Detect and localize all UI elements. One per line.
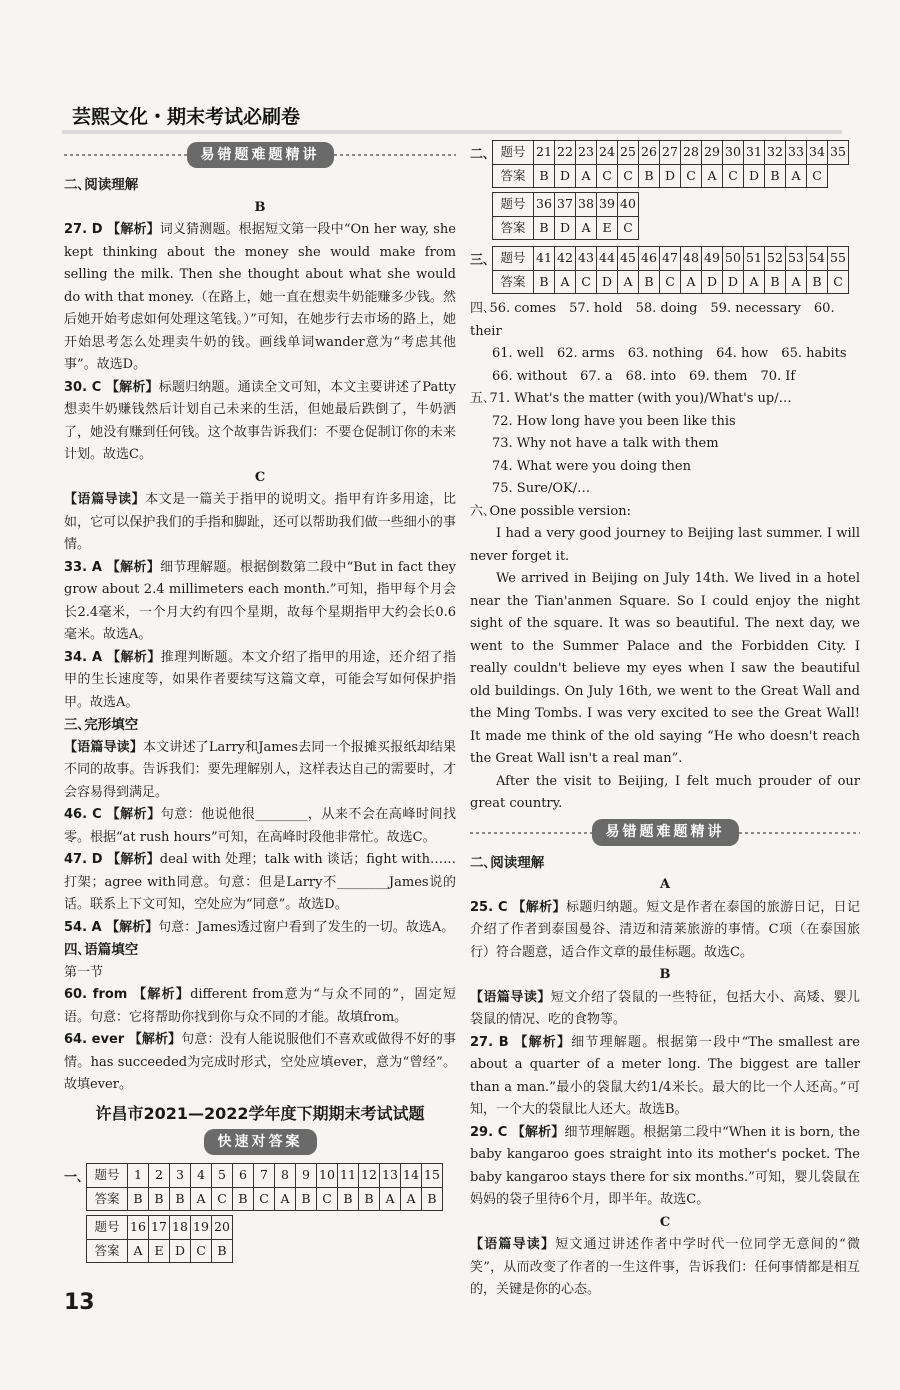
table-row	[493, 270, 849, 294]
table-cell: 24	[597, 141, 618, 165]
table-cell: C	[317, 1187, 338, 1211]
table-cell: 26	[639, 141, 660, 165]
table-cell: 44	[597, 247, 618, 271]
table-cell: 9	[296, 1164, 317, 1188]
table-cell: 52	[765, 247, 786, 271]
table-cell: A	[275, 1187, 296, 1211]
table-cell: A	[191, 1187, 212, 1211]
table-row-label: 题号	[87, 1164, 128, 1188]
table-cell: 32	[765, 141, 786, 165]
answer-table-2	[470, 138, 860, 244]
essay-paragraph: We arrived in Beijing on July 14th. We lived in a hotel near the Tian'anmen Square. So I could enjoy the night sight of the square. It was so beautiful. The next day, we went to the Summer Palace and the Forbidden City. I really couldn't believe my eyes when I saw the beautiful old buildings. On July 16th, we went to the Great Wall and the Ming Tombs. I was very excited to see the Great Wall! It made me think of the old saying “He who doesn't reach the Great Wall isn't a real man”.	[470, 571, 860, 766]
table-cell: B	[296, 1187, 317, 1211]
table-cell: A	[702, 164, 723, 188]
table-row-label: 题号	[493, 141, 534, 165]
table-row	[87, 1216, 233, 1240]
answer-line: 61. well 62. arms 63. nothing 64. how 65. habits	[492, 346, 847, 361]
table-cell: 46	[639, 247, 660, 271]
table-row-label: 答案	[87, 1239, 128, 1263]
table-cell: D	[555, 164, 576, 188]
table-cell: D	[170, 1239, 191, 1263]
table-cell: 34	[807, 141, 828, 165]
brand-title: 芸熙文化・期末考试必刷卷	[72, 106, 301, 128]
table-row	[493, 216, 639, 240]
table-cell: A	[681, 270, 702, 294]
table-cell: 31	[744, 141, 765, 165]
table-cell: 8	[275, 1164, 296, 1188]
table-cell: C	[681, 164, 702, 188]
part-label: B	[254, 199, 266, 215]
header-divider	[62, 130, 842, 134]
section-heading: 四､语篇填空	[64, 942, 139, 958]
table-cell: A	[786, 270, 807, 294]
section-heading: 二､阅读理解	[470, 854, 545, 871]
table-cell: 43	[576, 247, 597, 271]
table-cell: C	[191, 1239, 212, 1263]
table-row	[493, 164, 849, 188]
answer-grid	[492, 140, 849, 188]
table-row	[87, 1164, 443, 1188]
table-cell: 49	[702, 247, 723, 271]
table-cell: D	[723, 270, 744, 294]
table-cell: C	[828, 270, 849, 294]
answer-line: 72. How long have you been like this	[492, 413, 736, 429]
table-cell: B	[639, 164, 660, 188]
answer-grid	[86, 1215, 233, 1263]
table-cell: 40	[618, 193, 639, 217]
table-cell: 3	[170, 1164, 191, 1188]
table-row-label: 题号	[493, 247, 534, 271]
table-cell: A	[618, 270, 639, 294]
table-mark: 一､	[64, 1170, 84, 1185]
table-row	[87, 1239, 233, 1263]
table-cell: B	[639, 270, 660, 294]
table-cell: 39	[597, 193, 618, 217]
answer-line: 75. Sure/OK/…	[492, 481, 591, 496]
table-cell: B	[338, 1187, 359, 1211]
table-cell: 19	[191, 1216, 212, 1240]
table-row-label: 答案	[493, 216, 534, 240]
answer-grid	[492, 192, 639, 240]
part-label: A	[659, 877, 671, 892]
answer-table-1	[64, 1161, 456, 1267]
answer-item: 33. A 【解析】细节理解题。根据倒数第二段中“But in fact they grow about 2.4 millimeters each month.”可知，指甲每个月会长2.4毫米，一个月大约有四个星期，故每个星期指甲大约会长0.6毫米。故选A。	[64, 559, 456, 642]
table-cell: B	[765, 164, 786, 188]
part-label: C	[659, 1214, 671, 1230]
table-cell: 12	[359, 1164, 380, 1188]
table-cell: D	[744, 164, 765, 188]
table-cell: 13	[380, 1164, 401, 1188]
table-cell: 21	[534, 141, 555, 165]
table-cell: 27	[660, 141, 681, 165]
table-cell: 47	[660, 247, 681, 271]
passage-guide: 【语篇导读】短文介绍了袋鼠的一些特征，包括大小、高矮、婴儿袋鼠的情况、吃的食物等。	[470, 989, 860, 1027]
table-cell: 36	[534, 193, 555, 217]
table-cell: 45	[618, 247, 639, 271]
table-cell: B	[233, 1187, 254, 1211]
table-cell: 50	[723, 247, 744, 271]
table-cell: 55	[828, 247, 849, 271]
section-banner: 易错题难题精讲	[64, 142, 456, 168]
essay-heading: 六､One possible version:	[470, 503, 631, 519]
table-cell: 16	[128, 1216, 149, 1240]
table-cell: 42	[555, 247, 576, 271]
table-cell: 37	[555, 193, 576, 217]
table-cell: 15	[422, 1164, 443, 1188]
table-cell: 4	[191, 1164, 212, 1188]
table-cell: D	[702, 270, 723, 294]
table-cell: B	[170, 1187, 191, 1211]
answer-line: 73. Why not have a talk with them	[492, 436, 719, 451]
answer-line: 五､71. What's the matter (with you)/What's up/…	[470, 391, 792, 406]
table-cell: 48	[681, 247, 702, 271]
table-cell: B	[359, 1187, 380, 1211]
answer-item: 46. C 【解析】句意：他说他很________，从来不会在高峰时间找零。根据“at rush hours”可知，在高峰时段他非常忙。故选C。	[64, 807, 456, 845]
table-cell: B	[128, 1187, 149, 1211]
table-cell: 18	[170, 1216, 191, 1240]
table-cell: 51	[744, 247, 765, 271]
table-cell: D	[660, 164, 681, 188]
essay-paragraph: I had a very good journey to Beijing last summer. I will never forget it.	[470, 526, 860, 564]
table-cell: 22	[555, 141, 576, 165]
table-cell: 1	[128, 1164, 149, 1188]
exam-title: 许昌市2021—2022学年度下期期末考试试题	[95, 1103, 425, 1123]
table-cell: 6	[233, 1164, 254, 1188]
table-cell: 14	[401, 1164, 422, 1188]
page-number: 13	[64, 1290, 95, 1315]
part-label: B	[659, 967, 671, 982]
right-column	[470, 138, 860, 1302]
part-label: C	[254, 469, 266, 485]
table-cell: 10	[317, 1164, 338, 1188]
table-cell: E	[149, 1239, 170, 1263]
table-cell: A	[128, 1239, 149, 1263]
answer-table-3	[470, 244, 860, 298]
table-mark: 二､	[470, 147, 490, 162]
answer-grid	[492, 246, 849, 294]
table-cell: B	[534, 270, 555, 294]
table-cell: D	[555, 216, 576, 240]
answer-line: 66. without 67. a 68. into 69. them 70. If	[492, 368, 796, 384]
table-cell: 53	[786, 247, 807, 271]
answer-line: 四､56. comes 57. hold 58. doing 59. necessary 60. their	[470, 301, 835, 339]
passage-guide: 【语篇导读】本文是一篇关于指甲的说明文。指甲有许多用途，比如，它可以保护我们的手指和脚趾，还可以帮助我们做一些细小的事情。	[64, 492, 456, 552]
passage-guide: 【语篇导读】短文通过讲述作者中学时代一位同学无意间的“微笑”，从而改变了作者的一生这件事，告诉我们：任何事情都是相互的，关键是你的心态。	[470, 1237, 860, 1297]
table-cell: B	[534, 216, 555, 240]
answer-item: 29. C 【解析】细节理解题。根据第二段中“When it is born, the baby kangaroo goes straight into its mother's pocket. The baby kangaroo stays there for six months.”可知，婴儿袋鼠在妈妈的袋子里待6个月，即半年。故选C。	[470, 1124, 860, 1207]
table-cell: 20	[212, 1216, 233, 1240]
answer-item: 30. C 【解析】标题归纳题。通读全文可知，本文主要讲述了Patty想卖牛奶赚钱然后计划自己未来的生活，但她最后跌倒了，牛奶洒了，她没有赚到任何钱。这个故事告诉我们：不要仓促制订你的未来计划。故选C。	[64, 379, 456, 462]
table-cell: 25	[618, 141, 639, 165]
passage-guide: 【语篇导读】本文讲述了Larry和James去同一个报摊买报纸却结果不同的故事。告诉我们：要先理解别人，这样表达自己的需要时，才会容易得到满足。	[64, 739, 456, 800]
answer-item: 34. A 【解析】推理判断题。本文介绍了指甲的用途，还介绍了指甲的生长速度等，如果作者要续写这篇文章，可能会写如何保护指甲。故选A。	[64, 649, 456, 710]
table-row-label: 题号	[493, 193, 534, 217]
table-cell: 11	[338, 1164, 359, 1188]
table-cell: B	[807, 270, 828, 294]
table-cell: A	[744, 270, 765, 294]
answer-item: 60. from 【解析】different from意为“与众不同的”，固定短语。句意：它将帮助你找到你与众不同的才能。故填from。	[64, 987, 456, 1025]
table-cell: 41	[534, 247, 555, 271]
table-row-label: 答案	[87, 1187, 128, 1211]
table-cell: 5	[212, 1164, 233, 1188]
section-banner: 易错题难题精讲	[470, 820, 860, 846]
table-cell: 29	[702, 141, 723, 165]
table-cell: C	[660, 270, 681, 294]
answer-item: 47. D 【解析】deal with 处理；talk with 谈话；fight with……打架；agree with同意。句意：但是Larry不________James说的话。联系上下文可知，空处应为“同意”。故选D。	[64, 852, 456, 912]
table-cell: B	[534, 164, 555, 188]
essay-paragraph: After the visit to Beijing, I felt much prouder of our great country.	[470, 773, 860, 811]
table-cell: C	[254, 1187, 275, 1211]
section-heading: 二､阅读理解	[64, 177, 139, 193]
answer-item: 64. ever 【解析】句意：没有人能说服他们不喜欢或做得不好的事情。has succeeded为完成时形式，空处应填ever，意为“曾经”。故填ever。	[64, 1032, 456, 1092]
table-cell: 17	[149, 1216, 170, 1240]
table-cell: A	[576, 164, 597, 188]
table-row	[493, 141, 849, 165]
table-cell: 33	[786, 141, 807, 165]
table-cell: C	[212, 1187, 233, 1211]
table-cell: C	[576, 270, 597, 294]
table-cell: C	[618, 164, 639, 188]
table-cell: C	[807, 164, 828, 188]
table-cell: 2	[149, 1164, 170, 1188]
table-row	[493, 247, 849, 271]
table-cell: C	[597, 164, 618, 188]
answer-line: 74. What were you doing then	[492, 458, 691, 474]
table-cell: 28	[681, 141, 702, 165]
table-cell: D	[597, 270, 618, 294]
table-cell: A	[576, 216, 597, 240]
table-cell: 35	[828, 141, 849, 165]
answer-item: 27. B 【解析】细节理解题。根据第一段中“The smallest are about a quarter of a meter long. The biggest are taller than a man.”最小的袋鼠大约1/4米长。最大的比一个人还高。”可知，一个大的袋鼠比人还大。故选B。	[470, 1034, 860, 1117]
table-row-label: 题号	[87, 1216, 128, 1240]
table-cell: B	[422, 1187, 443, 1211]
section-heading: 三､完形填空	[64, 717, 139, 733]
table-cell: A	[401, 1187, 422, 1211]
table-row	[493, 193, 639, 217]
answer-grid	[86, 1163, 443, 1211]
table-cell: 54	[807, 247, 828, 271]
table-cell: B	[149, 1187, 170, 1211]
answer-item: 27. D 【解析】词义猜测题。根据短文第一段中“On her way, she kept thinking about the money she would make from selling the milk. Then she thought about what she would do with that money.（在路上，她一直在想卖牛奶能赚多少钱。然后她开始考虑如何处理这笔钱。）”可知，在她步行去市场的路上，她开始思考怎么处理卖牛奶的钱。画线单词wander意为“考虑其他事”。故选D。	[64, 222, 456, 372]
table-cell: E	[597, 216, 618, 240]
subsection-label: 第一节	[64, 964, 104, 980]
table-cell: 30	[723, 141, 744, 165]
answer-item: 54. A 【解析】句意：James透过窗户看到了发生的一切。故选A。	[64, 919, 455, 935]
table-cell: 23	[576, 141, 597, 165]
left-column	[64, 138, 456, 1267]
table-cell: A	[786, 164, 807, 188]
table-mark: 三､	[470, 253, 490, 268]
table-row-label: 答案	[493, 270, 534, 294]
table-cell: 7	[254, 1164, 275, 1188]
table-cell: C	[618, 216, 639, 240]
table-cell: A	[555, 270, 576, 294]
table-row	[87, 1187, 443, 1211]
table-cell: C	[723, 164, 744, 188]
quick-answer-banner: 快速对答案	[64, 1129, 456, 1155]
table-row-label: 答案	[493, 164, 534, 188]
table-cell: A	[380, 1187, 401, 1211]
table-cell: 38	[576, 193, 597, 217]
table-cell: B	[765, 270, 786, 294]
table-cell: B	[212, 1239, 233, 1263]
answer-item: 25. C 【解析】标题归纳题。短文是作者在泰国的旅游日记，日记介绍了作者到泰国曼谷、清迈和清莱旅游的事情。C项（在泰国旅行）符合题意，适合作文章的最佳标题。故选C。	[470, 899, 860, 960]
